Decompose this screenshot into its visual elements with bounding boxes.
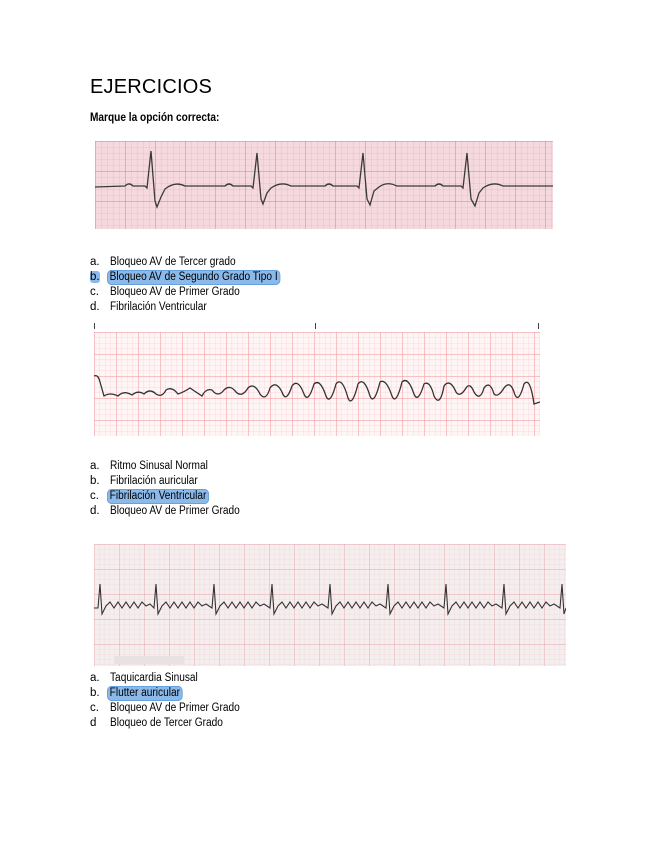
ecg-strip-2 (94, 332, 540, 436)
option-letter: a. (90, 672, 100, 684)
option-label-selected: Fibrilación Ventricular (107, 489, 209, 504)
option-letter: c. (90, 286, 99, 298)
option-letter: a. (90, 256, 100, 268)
option-letter: d (90, 717, 97, 729)
option-label: Bloqueo AV de Primer Grado (110, 702, 240, 714)
option-3b[interactable] (90, 686, 257, 701)
option-letter: c. (90, 490, 99, 502)
option-3d[interactable] (90, 716, 257, 731)
option-1a[interactable] (90, 255, 304, 270)
option-2d[interactable] (90, 504, 257, 519)
ecg-strip-label-box (114, 656, 184, 664)
option-letter: c. (90, 702, 99, 714)
option-letter: d. (90, 505, 100, 517)
option-1c[interactable] (90, 285, 304, 300)
option-letter: b. (90, 687, 100, 699)
option-letter: d. (90, 301, 100, 313)
option-letter: b. (90, 475, 100, 487)
option-1d[interactable] (90, 300, 304, 315)
question-1-options (90, 255, 304, 315)
page-title: EJERCICIOS (90, 76, 213, 98)
option-2b[interactable] (90, 474, 257, 489)
option-3c[interactable] (90, 701, 257, 716)
option-letter: a. (90, 460, 100, 472)
question-3-options (90, 671, 257, 731)
option-2a[interactable] (90, 459, 257, 474)
question-2-options (90, 459, 257, 519)
option-label: Bloqueo AV de Primer Grado (110, 505, 240, 517)
option-label: Fibrilación Ventricular (110, 301, 207, 313)
option-label-selected: Bloqueo AV de Segundo Grado Tipo I (107, 270, 280, 285)
instruction-text: Marque la opción correcta: (90, 112, 220, 124)
option-label: Bloqueo de Tercer Grado (110, 717, 223, 729)
option-2c[interactable] (90, 489, 257, 504)
option-1b[interactable] (90, 270, 304, 285)
ecg-strip-2-ticks (94, 323, 540, 331)
ecg-strip-3 (94, 544, 566, 666)
option-label: Ritmo Sinusal Normal (110, 460, 208, 472)
ecg-strip-1 (95, 141, 553, 229)
option-label-selected: Flutter auricular (107, 686, 183, 701)
option-label: Bloqueo AV de Primer Grado (110, 286, 240, 298)
option-3a[interactable] (90, 671, 257, 686)
option-letter: b. (90, 271, 100, 283)
option-label: Taquicardia Sinusal (110, 672, 198, 684)
option-label: Bloqueo AV de Tercer grado (110, 256, 236, 268)
option-label: Fibrilación auricular (110, 475, 198, 487)
